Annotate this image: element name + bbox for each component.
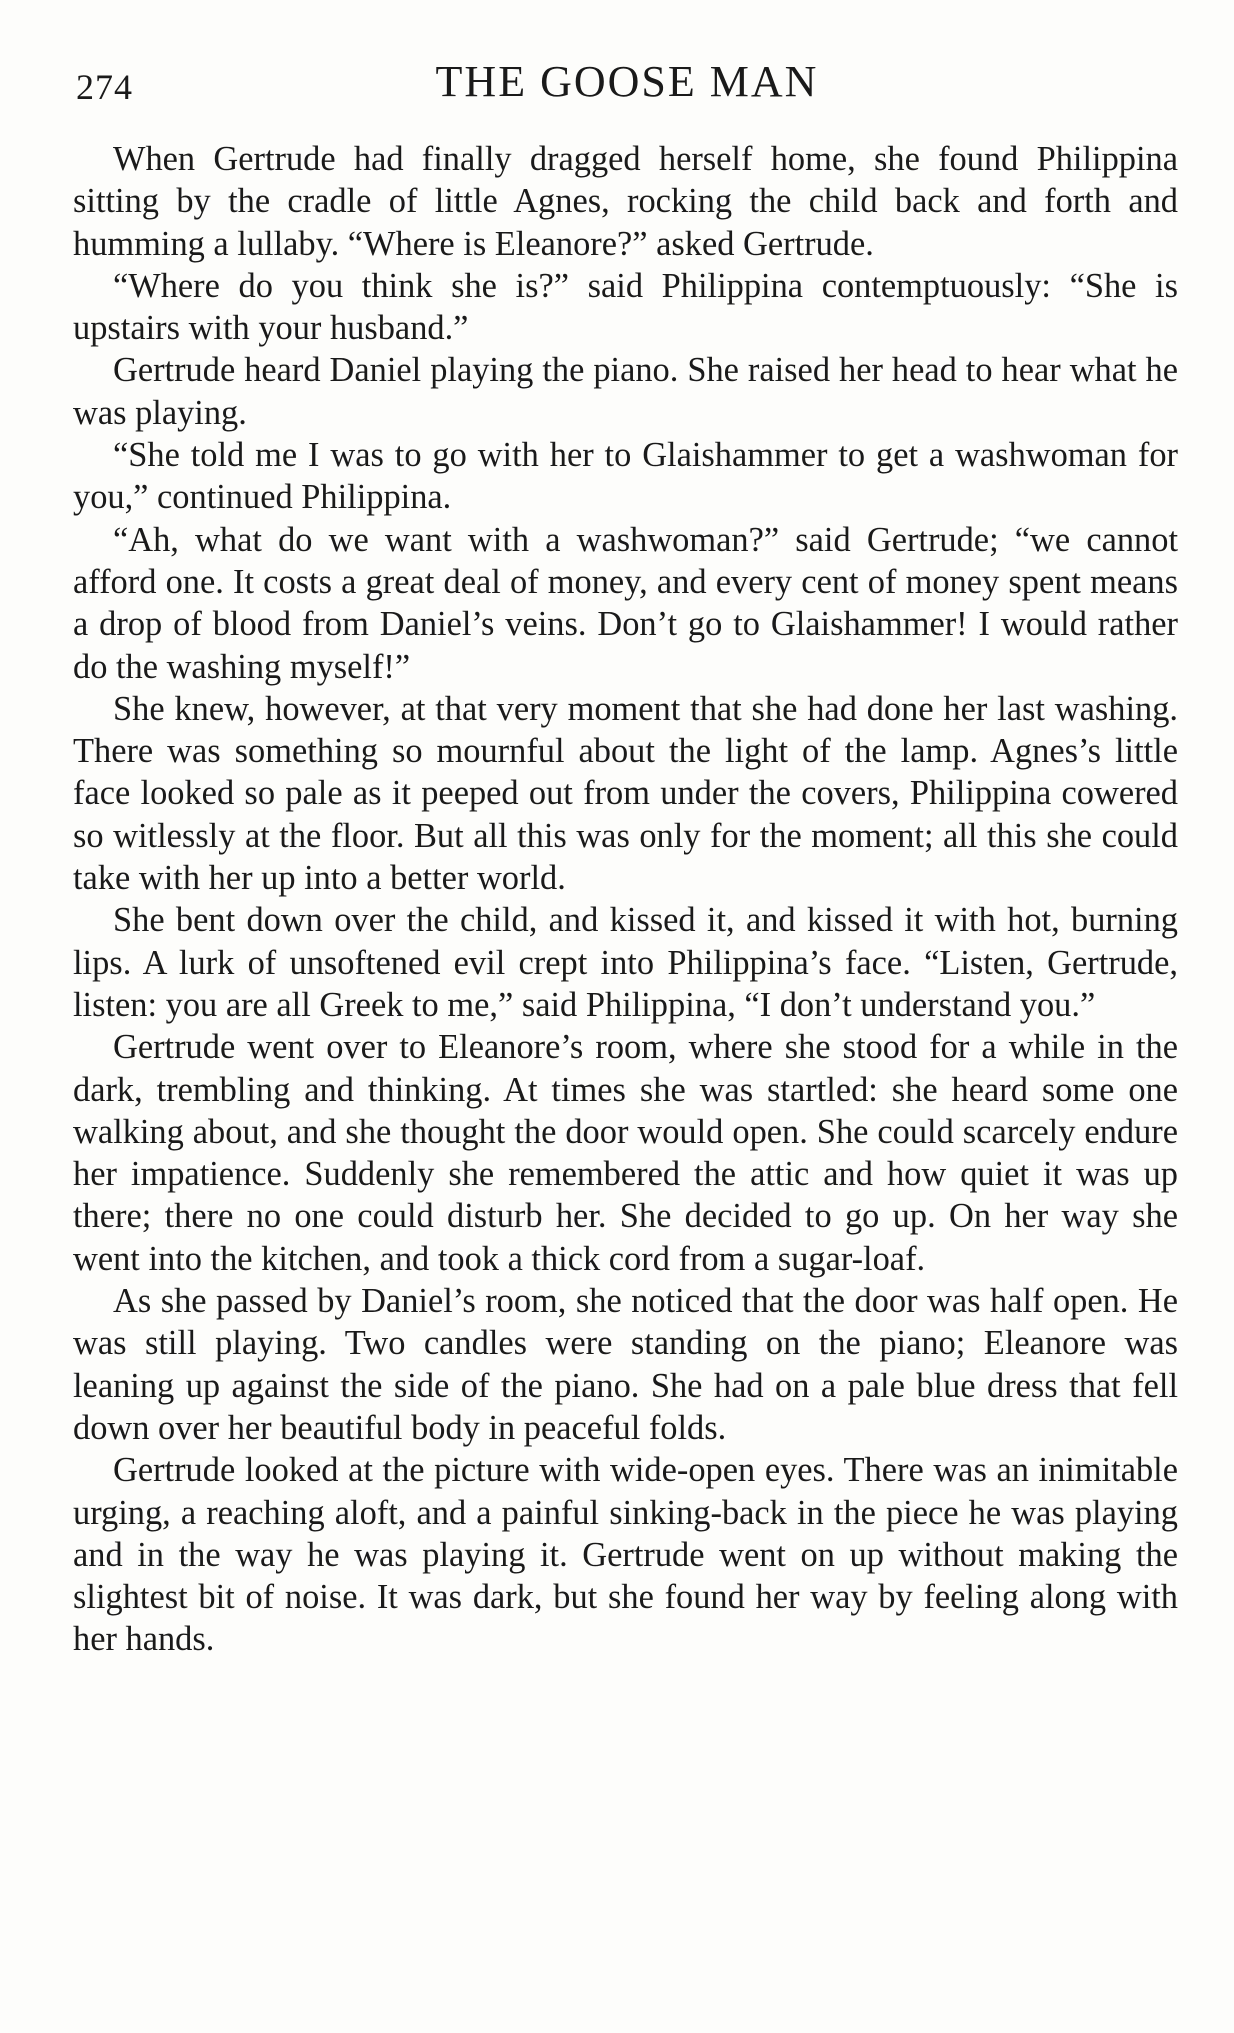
paragraph-8: Gertrude went over to Eleanore’s room, where she stood for a while in the dark, trembling and thinking. At times she was startled: she heard some one walking about, and she thought the door would open. She could scarcely endure her impatience. Suddenly she remembered the attic and how quiet it was up there; there no one could disturb her. She decided to go up. On her way she went into the kitchen, and took a thick cord from a sugar-loaf. (73, 1028, 1178, 1278)
running-head (76, 52, 1178, 112)
page-number: 274 (76, 67, 133, 107)
paragraph-3: Gertrude heard Daniel playing the piano. She raised her head to hear what he was playing. (73, 351, 1178, 432)
paragraph-6: She knew, however, at that very moment that she had done her last washing. There was something so mournful about the light of the lamp. Agnes’s little face looked so pale as it peeped out from under the covers, Philippina cowered so witlessly at the floor. But all this was only for the moment; all this she could take with her up into a better world. (73, 689, 1178, 898)
paragraph-1: When Gertrude had finally dragged herself home, she found Philippina sitting by the cradle of little Agnes, rocking the child back and forth and humming a lullaby. “Where is Eleanore?” asked Gertrude. (73, 140, 1178, 263)
paragraph-9: As she passed by Daniel’s room, she noticed that the door was half open. He was still playing. Two candles were standing on the piano; Eleanore was leaning up against the side of the piano. She had on a pale blue dress that fell down over her beautiful body in peaceful folds. (73, 1282, 1178, 1447)
paragraph-2: “Where do you think she is?” said Philippina contemptuously: “She is upstairs with your husband.” (73, 266, 1178, 348)
paragraph-5: “Ah, what do we want with a washwoman?” said Gertrude; “we cannot afford one. It costs a great deal of money, and every cent of money spent means a drop of blood from Daniel’s veins. Don’t go to Glaishammer! I would rather do the washing myself!” (73, 520, 1178, 686)
body-text (73, 138, 1178, 1661)
paragraph-10: Gertrude looked at the picture with wide-open eyes. There was an inimitable urging, a reaching aloft, and a painful sinking-back in the piece he was playing and in the way he was playing it. Gertrude went on up without making the slightest bit of noise. It was dark, but she found her way by feeling along with her hands. (73, 1451, 1178, 1659)
paragraph-4: “She told me I was to go with her to Glaishammer to get a washwoman for you,” continued Philippina. (73, 436, 1178, 517)
paragraph-7: She bent down over the child, and kissed it, and kissed it with hot, burning lips. A lurk of unsoftened evil crept into Philippina’s face. “Listen, Gertrude, listen: you are all Greek to me,” said Philippina, “I don’t understand you.” (73, 901, 1178, 1024)
running-title: THE GOOSE MAN (435, 57, 819, 106)
